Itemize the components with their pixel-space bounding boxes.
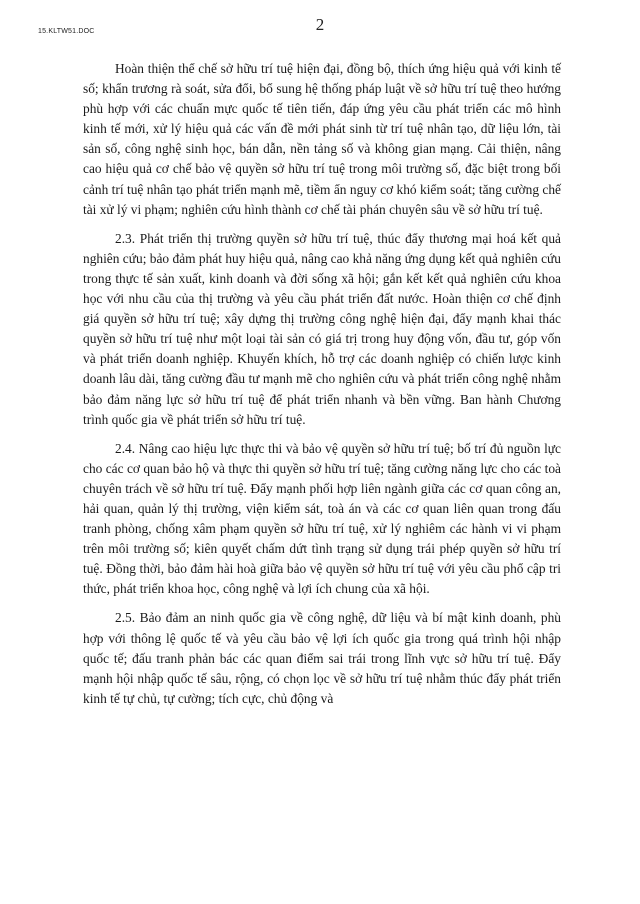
document-body: [83, 59, 561, 718]
file-reference: 15.KLTW51.DOC: [38, 28, 95, 35]
paragraph-intro: Hoàn thiện thể chế sở hữu trí tuệ hiện đại, đồng bộ, thích ứng hiệu quả với kinh tế số; khẩn trương rà soát, sửa đổi, bổ sung hệ thống pháp luật về sở hữu trí tuệ theo hướng phù hợp với các chuẩn mực quốc tế tiên tiến, đáp ứng yêu cầu phát triển các mô hình kinh tế mới, xử lý hiệu quả các vấn đề mới phát sinh từ trí tuệ nhân tạo, dữ liệu lớn, tài sản số, công nghệ sinh học, bán dẫn, nền tảng số và không gian mạng. Cải thiện, nâng cao hiệu quả cơ chế bảo vệ quyền sở hữu trí tuệ trong môi trường số, đặc biệt trong bối cảnh trí tuệ nhân tạo phát triển mạnh mẽ, tiềm ẩn nguy cơ khó kiểm soát; tăng cường chế tài xử lý vi phạm; nghiên cứu hình thành cơ chế tài phán chuyên sâu về sở hữu trí tuệ.: [83, 61, 561, 217]
paragraph-2-5: 2.5. Bảo đảm an ninh quốc gia về công nghệ, dữ liệu và bí mật kinh doanh, phù hợp với thông lệ quốc tế và yêu cầu bảo vệ lợi ích quốc gia trong quá trình hội nhập quốc tế; đấu tranh phản bác các quan điểm sai trái trong lĩnh vực sở hữu trí tuệ. Đẩy mạnh hội nhập quốc tế sâu, rộng, có chọn lọc về sở hữu trí tuệ nhằm thúc đẩy phát triển kinh tế tự chủ, tự cường; tích cực, chủ động và: [83, 610, 561, 706]
paragraph-2-3: 2.3. Phát triển thị trường quyền sở hữu trí tuệ, thúc đẩy thương mại hoá kết quả nghiên cứu; bảo đảm phát huy hiệu quả, nâng cao khả năng ứng dụng kết quả nghiên cứu trong thực tế sản xuất, kinh doanh và đời sống xã hội; gắn kết kết quả nghiên cứu khoa học với nhu cầu của thị trường và yêu cầu phát triển đất nước. Hoàn thiện cơ chế định giá quyền sở hữu trí tuệ; xây dựng thị trường công nghệ hiện đại, đẩy mạnh khai thác quyền sở hữu trí tuệ như một loại tài sản có giá trị trong huy động vốn, đầu tư, góp vốn và phát triển doanh nghiệp. Khuyến khích, hỗ trợ các doanh nghiệp có chiến lược kinh doanh lâu dài, tăng cường đầu tư mạnh mẽ cho nghiên cứu và phát triển công nghệ nhằm bảo đảm năng lực sở hữu trí tuệ để phát triển nhanh và bền vững. Ban hành Chương trình quốc gia về phát triển sở hữu trí tuệ.: [83, 230, 561, 427]
page-number: 2: [315, 15, 325, 34]
paragraph-2-4: 2.4. Nâng cao hiệu lực thực thi và bảo vệ quyền sở hữu trí tuệ; bố trí đủ nguồn lực cho các cơ quan bảo hộ và thực thi quyền sở hữu trí tuệ; tăng cường năng lực cho các toà chuyên trách về sở hữu trí tuệ. Đẩy mạnh phối hợp liên ngành giữa các cơ quan công an, hải quan, quản lý thị trường, viện kiểm sát, toà án và các cơ quan liên quan trong đấu tranh phòng, chống xâm phạm quyền sở hữu trí tuệ, xử lý nghiêm các hành vi vi phạm trên môi trường số; kiên quyết chấm dứt tình trạng sử dụng trái phép quyền sở hữu trí tuệ. Đồng thời, bảo đảm hài hoà giữa bảo vệ quyền sở hữu trí tuệ với yêu cầu phổ cập tri thức, phát triển khoa học, công nghệ và lợi ích chung của xã hội.: [83, 440, 561, 597]
